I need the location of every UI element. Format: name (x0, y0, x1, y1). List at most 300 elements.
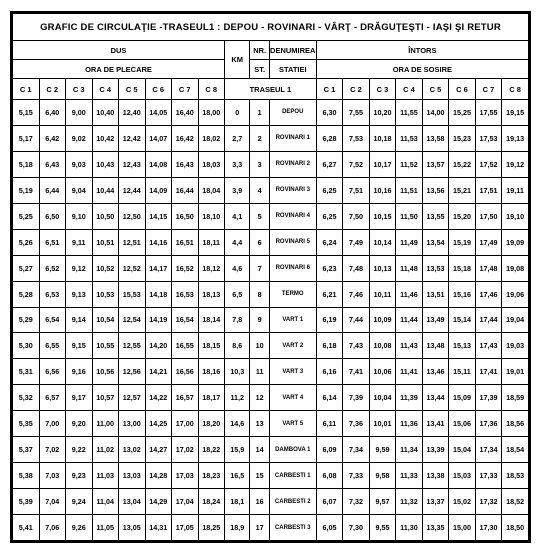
table-row (13, 281, 529, 307)
intors-time-cell: 13,49 (422, 307, 449, 333)
km-cell: 7,8 (225, 307, 250, 333)
intors-time-cell: 7,33 (343, 463, 370, 489)
dus-time-cell: 11,04 (92, 489, 119, 515)
intors-time-cell: 15,16 (449, 281, 476, 307)
dus-time-cell: 9,10 (66, 203, 93, 229)
dus-time-cell: 9,24 (66, 489, 93, 515)
dus-time-cell: 9,03 (66, 151, 93, 177)
dus-time-cell: 9,15 (66, 333, 93, 359)
km-cell: 3,9 (225, 177, 250, 203)
table-row (13, 489, 529, 515)
dus-time-cell: 12,50 (119, 203, 146, 229)
dus-time-cell: 18,24 (198, 489, 225, 515)
intors-time-cell: 10,20 (369, 100, 396, 126)
dus-time-cell: 6,51 (39, 229, 66, 255)
st-header: ST. (250, 60, 269, 79)
intors-time-cell: 13,38 (422, 463, 449, 489)
dus-time-cell: 9,26 (66, 515, 93, 541)
dus-column-header: C 5 (119, 79, 146, 100)
dus-time-cell: 5,37 (13, 437, 40, 463)
intors-time-cell: 11,43 (396, 333, 423, 359)
dus-time-cell: 14,19 (145, 307, 172, 333)
dus-time-cell: 5,31 (13, 359, 40, 385)
intors-time-cell: 17,39 (475, 385, 502, 411)
dus-time-cell: 13,05 (119, 515, 146, 541)
station-number-cell: 10 (250, 333, 269, 359)
dus-time-cell: 18,14 (198, 307, 225, 333)
dus-time-cell: 9,02 (66, 125, 93, 151)
dus-time-cell: 6,42 (39, 125, 66, 151)
table-row (13, 255, 529, 281)
dus-time-cell: 7,04 (39, 489, 66, 515)
dus-time-cell: 12,42 (119, 125, 146, 151)
dus-time-cell: 9,04 (66, 177, 93, 203)
dus-time-cell: 6,53 (39, 281, 66, 307)
intors-time-cell: 10,09 (369, 307, 396, 333)
intors-time-cell: 19,01 (502, 359, 529, 385)
intors-time-cell: 6,25 (316, 177, 343, 203)
station-name-cell: VART 1 (269, 307, 316, 333)
dus-time-cell: 10,44 (92, 177, 119, 203)
dus-time-cell: 16,43 (172, 151, 199, 177)
intors-time-cell: 17,49 (475, 229, 502, 255)
intors-time-cell: 10,15 (369, 203, 396, 229)
dus-time-cell: 9,11 (66, 229, 93, 255)
dus-time-cell: 6,43 (39, 151, 66, 177)
km-cell: 18,9 (225, 515, 250, 541)
intors-time-cell: 19,03 (502, 333, 529, 359)
dus-time-cell: 17,05 (172, 515, 199, 541)
dus-time-cell: 14,16 (145, 229, 172, 255)
dus-time-cell: 13,02 (119, 437, 146, 463)
dus-header: DUS (13, 41, 225, 60)
dus-time-cell: 18,17 (198, 385, 225, 411)
intors-time-cell: 15,18 (449, 255, 476, 281)
dus-time-cell: 13,03 (119, 463, 146, 489)
intors-time-cell: 7,41 (343, 359, 370, 385)
intors-time-cell: 10,16 (369, 177, 396, 203)
dus-time-cell: 6,56 (39, 359, 66, 385)
intors-time-cell: 13,53 (422, 255, 449, 281)
intors-time-cell: 15,09 (449, 385, 476, 411)
intors-time-cell: 19,08 (502, 255, 529, 281)
intors-time-cell: 6,30 (316, 100, 343, 126)
dus-time-cell: 14,29 (145, 489, 172, 515)
table-row (13, 515, 529, 541)
intors-column-header: C 5 (422, 79, 449, 100)
dus-time-cell: 16,44 (172, 177, 199, 203)
intors-time-cell: 17,52 (475, 151, 502, 177)
intors-time-cell: 15,14 (449, 307, 476, 333)
dus-time-cell: 18,23 (198, 463, 225, 489)
table-row (13, 229, 529, 255)
station-name-cell: VART 2 (269, 333, 316, 359)
station-number-cell: 1 (250, 100, 269, 126)
station-number-cell: 14 (250, 437, 269, 463)
intors-time-cell: 19,12 (502, 151, 529, 177)
intors-time-cell: 17,34 (475, 437, 502, 463)
intors-time-cell: 17,46 (475, 281, 502, 307)
intors-time-cell: 10,11 (369, 281, 396, 307)
intors-time-cell: 13,51 (422, 281, 449, 307)
table-row (13, 177, 529, 203)
intors-time-cell: 19,10 (502, 203, 529, 229)
intors-time-cell: 7,44 (343, 307, 370, 333)
intors-time-cell: 9,59 (369, 437, 396, 463)
intors-time-cell: 11,49 (396, 229, 423, 255)
table-row (13, 100, 529, 126)
km-cell: 16,5 (225, 463, 250, 489)
dus-time-cell: 10,57 (92, 385, 119, 411)
intors-time-cell: 6,28 (316, 125, 343, 151)
dus-time-cell: 10,54 (92, 307, 119, 333)
dus-time-cell: 9,20 (66, 411, 93, 437)
km-cell: 2,7 (225, 125, 250, 151)
table-row (13, 411, 529, 437)
intors-time-cell: 7,46 (343, 281, 370, 307)
dus-time-cell: 10,55 (92, 333, 119, 359)
intors-time-cell: 11,34 (396, 437, 423, 463)
station-number-cell: 17 (250, 515, 269, 541)
dus-time-cell: 5,35 (13, 411, 40, 437)
station-number-cell: 7 (250, 255, 269, 281)
dus-time-cell: 9,13 (66, 281, 93, 307)
dus-time-cell: 18,12 (198, 255, 225, 281)
dus-time-cell: 11,03 (92, 463, 119, 489)
station-number-cell: 9 (250, 307, 269, 333)
dus-time-cell: 6,54 (39, 307, 66, 333)
table-row (13, 203, 529, 229)
intors-time-cell: 18,53 (502, 463, 529, 489)
dus-time-cell: 16,51 (172, 229, 199, 255)
station-number-cell: 13 (250, 411, 269, 437)
dus-time-cell: 5,18 (13, 151, 40, 177)
km-cell: 3,3 (225, 151, 250, 177)
dus-time-cell: 5,39 (13, 489, 40, 515)
intors-time-cell: 13,39 (422, 437, 449, 463)
intors-time-cell: 14,00 (422, 100, 449, 126)
intors-time-cell: 13,54 (422, 229, 449, 255)
intors-time-cell: 13,35 (422, 515, 449, 541)
intors-time-cell: 11,53 (396, 125, 423, 151)
intors-time-cell: 19,11 (502, 177, 529, 203)
intors-time-cell: 7,34 (343, 437, 370, 463)
station-number-cell: 15 (250, 463, 269, 489)
km-header: KM (225, 41, 250, 79)
intors-time-cell: 18,54 (502, 437, 529, 463)
dus-time-cell: 11,02 (92, 437, 119, 463)
dus-time-cell: 5,17 (13, 125, 40, 151)
intors-time-cell: 7,50 (343, 203, 370, 229)
dus-time-cell: 6,57 (39, 385, 66, 411)
ora-plecare-header: ORA DE PLECARE (13, 60, 225, 79)
station-number-cell: 11 (250, 359, 269, 385)
intors-time-cell: 10,06 (369, 359, 396, 385)
intors-time-cell: 6,27 (316, 151, 343, 177)
station-name-cell: ROVINARI 2 (269, 151, 316, 177)
dus-time-cell: 14,27 (145, 437, 172, 463)
dus-time-cell: 6,40 (39, 100, 66, 126)
dus-time-cell: 12,54 (119, 307, 146, 333)
station-number-cell: 2 (250, 125, 269, 151)
intors-time-cell: 15,11 (449, 359, 476, 385)
intors-time-cell: 7,51 (343, 177, 370, 203)
dus-time-cell: 9,22 (66, 437, 93, 463)
intors-time-cell: 7,48 (343, 255, 370, 281)
intors-time-cell: 6,18 (316, 333, 343, 359)
intors-time-cell: 6,11 (316, 411, 343, 437)
dus-time-cell: 14,21 (145, 359, 172, 385)
station-number-cell: 4 (250, 177, 269, 203)
intors-time-cell: 6,08 (316, 463, 343, 489)
intors-time-cell: 17,30 (475, 515, 502, 541)
dus-time-cell: 18,15 (198, 333, 225, 359)
intors-time-cell: 19,04 (502, 307, 529, 333)
dus-time-cell: 5,25 (13, 203, 40, 229)
ora-sosire-header: ORA DE SOSIRE (316, 60, 528, 79)
intors-time-cell: 15,03 (449, 463, 476, 489)
intors-time-cell: 17,32 (475, 489, 502, 515)
intors-time-cell: 7,52 (343, 151, 370, 177)
intors-time-cell: 15,04 (449, 437, 476, 463)
km-cell: 15,9 (225, 437, 250, 463)
intors-time-cell: 11,46 (396, 281, 423, 307)
intors-time-cell: 7,55 (343, 100, 370, 126)
intors-time-cell: 9,57 (369, 489, 396, 515)
intors-time-cell: 11,39 (396, 385, 423, 411)
intors-time-cell: 17,51 (475, 177, 502, 203)
dus-column-header: C 7 (172, 79, 199, 100)
table-row (13, 359, 529, 385)
dus-column-header: C 3 (66, 79, 93, 100)
station-number-cell: 8 (250, 281, 269, 307)
dus-time-cell: 14,20 (145, 333, 172, 359)
station-number-cell: 16 (250, 489, 269, 515)
station-name-cell: CARBESTI 3 (269, 515, 316, 541)
dus-time-cell: 9,12 (66, 255, 93, 281)
dus-time-cell: 11,00 (92, 411, 119, 437)
dus-time-cell: 17,02 (172, 437, 199, 463)
dus-time-cell: 18,03 (198, 151, 225, 177)
intors-time-cell: 15,02 (449, 489, 476, 515)
dus-time-cell: 7,00 (39, 411, 66, 437)
km-cell: 0 (225, 100, 250, 126)
intors-time-cell: 17,44 (475, 307, 502, 333)
table-row (13, 151, 529, 177)
dus-time-cell: 16,57 (172, 385, 199, 411)
dus-column-header: C 6 (145, 79, 172, 100)
intors-time-cell: 15,20 (449, 203, 476, 229)
dus-time-cell: 18,25 (198, 515, 225, 541)
station-name-cell: TERMO (269, 281, 316, 307)
station-name-cell: VART 5 (269, 411, 316, 437)
dus-time-cell: 12,57 (119, 385, 146, 411)
dus-column-header: C 1 (13, 79, 40, 100)
table-row (13, 125, 529, 151)
dus-time-cell: 14,07 (145, 125, 172, 151)
intors-time-cell: 7,32 (343, 489, 370, 515)
intors-time-cell: 7,36 (343, 411, 370, 437)
intors-time-cell: 13,56 (422, 177, 449, 203)
dus-time-cell: 10,43 (92, 151, 119, 177)
intors-time-cell: 10,08 (369, 333, 396, 359)
dus-time-cell: 5,29 (13, 307, 40, 333)
dus-time-cell: 10,50 (92, 203, 119, 229)
dus-time-cell: 16,50 (172, 203, 199, 229)
dus-time-cell: 12,55 (119, 333, 146, 359)
dus-time-cell: 14,15 (145, 203, 172, 229)
intors-time-cell: 17,36 (475, 411, 502, 437)
intors-time-cell: 11,55 (396, 100, 423, 126)
intors-time-cell: 13,48 (422, 333, 449, 359)
dus-time-cell: 18,20 (198, 411, 225, 437)
station-name-cell: ROVINARI 1 (269, 125, 316, 151)
station-number-cell: 5 (250, 203, 269, 229)
dus-time-cell: 14,17 (145, 255, 172, 281)
timetable (12, 13, 529, 541)
intors-time-cell: 7,53 (343, 125, 370, 151)
intors-column-header: C 8 (502, 79, 529, 100)
intors-time-cell: 19,06 (502, 281, 529, 307)
intors-time-cell: 18,52 (502, 489, 529, 515)
dus-time-cell: 14,28 (145, 463, 172, 489)
km-cell: 4,1 (225, 203, 250, 229)
intors-time-cell: 17,53 (475, 125, 502, 151)
dus-time-cell: 10,51 (92, 229, 119, 255)
dus-column-header: C 2 (39, 79, 66, 100)
intors-time-cell: 19,13 (502, 125, 529, 151)
intors-time-cell: 9,58 (369, 463, 396, 489)
dus-time-cell: 9,23 (66, 463, 93, 489)
station-name-cell: ROVINARI 5 (269, 229, 316, 255)
intors-time-cell: 13,41 (422, 411, 449, 437)
intors-time-cell: 6,19 (316, 307, 343, 333)
dus-time-cell: 15,53 (119, 281, 146, 307)
dus-time-cell: 16,56 (172, 359, 199, 385)
intors-time-cell: 15,25 (449, 100, 476, 126)
station-name-cell: ROVINARI 3 (269, 177, 316, 203)
intors-column-header: C 7 (475, 79, 502, 100)
dus-time-cell: 14,18 (145, 281, 172, 307)
km-cell: 14,6 (225, 411, 250, 437)
table-row (13, 333, 529, 359)
km-cell: 4,4 (225, 229, 250, 255)
dus-time-cell: 10,42 (92, 125, 119, 151)
dus-time-cell: 11,05 (92, 515, 119, 541)
intors-time-cell: 15,22 (449, 151, 476, 177)
dus-time-cell: 5,26 (13, 229, 40, 255)
dus-time-cell: 14,05 (145, 100, 172, 126)
intors-time-cell: 15,23 (449, 125, 476, 151)
intors-time-cell: 11,48 (396, 255, 423, 281)
dus-time-cell: 5,38 (13, 463, 40, 489)
intors-header: ÎNTORS (316, 41, 528, 60)
intors-time-cell: 17,33 (475, 463, 502, 489)
intors-column-header: C 2 (343, 79, 370, 100)
intors-time-cell: 6,05 (316, 515, 343, 541)
dus-time-cell: 6,55 (39, 333, 66, 359)
intors-time-cell: 19,15 (502, 100, 529, 126)
intors-time-cell: 10,13 (369, 255, 396, 281)
dus-time-cell: 9,17 (66, 385, 93, 411)
intors-time-cell: 13,58 (422, 125, 449, 151)
intors-time-cell: 17,43 (475, 333, 502, 359)
intors-time-cell: 10,17 (369, 151, 396, 177)
intors-time-cell: 10,18 (369, 125, 396, 151)
dus-column-header: C 8 (198, 79, 225, 100)
dus-time-cell: 6,44 (39, 177, 66, 203)
station-number-cell: 6 (250, 229, 269, 255)
dus-time-cell: 5,19 (13, 177, 40, 203)
page-title: GRAFIC DE CIRCULAŢIE -TRASEUL1 : DEPOU - ROVINARI - VÂRŢ - DRĂGUŢEŞTI - IAŞI ŞI RETUR (13, 14, 529, 41)
dus-time-cell: 5,30 (13, 333, 40, 359)
dus-time-cell: 18,13 (198, 281, 225, 307)
intors-column-header: C 6 (449, 79, 476, 100)
table-row (13, 437, 529, 463)
station-name-cell: VART 3 (269, 359, 316, 385)
km-cell: 8,6 (225, 333, 250, 359)
station-name-cell: DAMBOVA 1 (269, 437, 316, 463)
dus-time-cell: 16,53 (172, 281, 199, 307)
dus-time-cell: 16,54 (172, 307, 199, 333)
dus-time-cell: 10,56 (92, 359, 119, 385)
dus-time-cell: 9,16 (66, 359, 93, 385)
intors-time-cell: 10,14 (369, 229, 396, 255)
intors-time-cell: 6,21 (316, 281, 343, 307)
dus-time-cell: 5,15 (13, 100, 40, 126)
dus-time-cell: 17,03 (172, 463, 199, 489)
intors-time-cell: 11,41 (396, 359, 423, 385)
intors-time-cell: 7,49 (343, 229, 370, 255)
traseu-header: TRASEUL 1 (225, 79, 317, 100)
dus-time-cell: 16,40 (172, 100, 199, 126)
intors-time-cell: 13,37 (422, 489, 449, 515)
dus-time-cell: 16,42 (172, 125, 199, 151)
dus-time-cell: 14,09 (145, 177, 172, 203)
dus-time-cell: 12,51 (119, 229, 146, 255)
dus-time-cell: 18,02 (198, 125, 225, 151)
intors-time-cell: 6,16 (316, 359, 343, 385)
dus-time-cell: 17,00 (172, 411, 199, 437)
dus-time-cell: 6,52 (39, 255, 66, 281)
km-cell: 11,2 (225, 385, 250, 411)
intors-column-header: C 1 (316, 79, 343, 100)
dus-time-cell: 13,04 (119, 489, 146, 515)
intors-time-cell: 10,04 (369, 385, 396, 411)
intors-time-cell: 11,32 (396, 489, 423, 515)
dus-time-cell: 6,50 (39, 203, 66, 229)
intors-time-cell: 11,52 (396, 151, 423, 177)
dus-time-cell: 5,27 (13, 255, 40, 281)
intors-time-cell: 6,25 (316, 203, 343, 229)
intors-time-cell: 17,41 (475, 359, 502, 385)
statiei-header: STATIEI (269, 60, 316, 79)
dus-time-cell: 10,52 (92, 255, 119, 281)
intors-time-cell: 15,00 (449, 515, 476, 541)
intors-time-cell: 18,59 (502, 385, 529, 411)
dus-time-cell: 18,16 (198, 359, 225, 385)
table-row (13, 385, 529, 411)
intors-time-cell: 6,09 (316, 437, 343, 463)
dus-time-cell: 10,53 (92, 281, 119, 307)
station-number-cell: 12 (250, 385, 269, 411)
dus-time-cell: 7,06 (39, 515, 66, 541)
denumirea-header: DENUMIREA (269, 41, 316, 60)
dus-time-cell: 5,32 (13, 385, 40, 411)
dus-time-cell: 12,52 (119, 255, 146, 281)
intors-time-cell: 13,46 (422, 359, 449, 385)
dus-time-cell: 18,00 (198, 100, 225, 126)
